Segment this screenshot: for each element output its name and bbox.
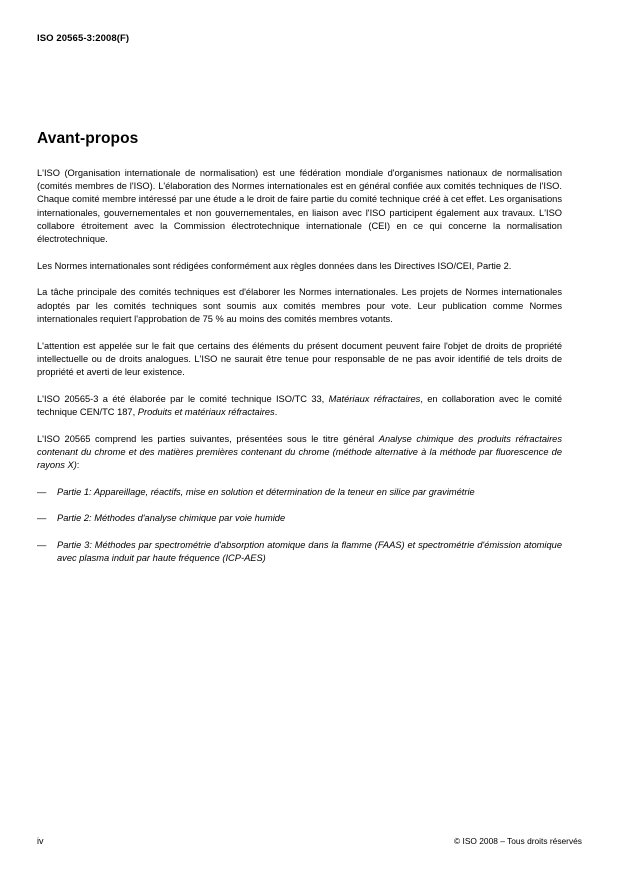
list-item-label: Partie 1: Appareillage, réactifs, mise en solution et détermination de la teneur en silice par gravimétrie xyxy=(57,486,475,497)
em-dash-marker-icon: — xyxy=(37,513,47,524)
list-item-label: Partie 2: Méthodes d'analyse chimique par voie humide xyxy=(57,513,286,524)
paragraph-preparation-committee xyxy=(37,393,562,419)
page-footer xyxy=(37,836,582,846)
paragraph-directives: Les Normes internationales sont rédigées conformément aux règles données dans les Directives ISO/CEI, Partie 2. xyxy=(37,260,512,271)
committee-title-cen: Produits et matériaux réfractaires xyxy=(137,406,275,417)
section-title: Avant-propos xyxy=(37,130,139,147)
paragraph-iso-description: L'ISO (Organisation internationale de normalisation) est une fédération mondiale d'organismes nationaux de normalisation (comités membres de l'ISO). L'élaboration des Normes internationales est en général confiée aux comités techniques de l'ISO. Chaque comité membre intéressé par une étude a le droit de faire partie du comité technique créé à cet effet. Les organisations internationales, gouvernementales et non gouvernementales, en liaison avec l'ISO participent également aux travaux. L'ISO collabore étroitement avec la Commission électrotechnique internationale (CEI) en ce qui concerne la normalisation électrotechnique. xyxy=(37,168,562,245)
committee-title-iso: Matériaux réfractaires xyxy=(328,393,421,404)
preparation-text-before: L'ISO 20565-3 a été élaborée par le comité technique ISO/TC 33, xyxy=(37,393,329,404)
paragraph-patent-rights: L'attention est appelée sur le fait que certains des éléments du présent document peuvent faire l'objet de droits de propriété intellectuelle ou de droits analogues. L'ISO ne saurait être tenue pour responsable de ne pas avoir identifié de tels droits de propriété et averti de leur existence. xyxy=(37,340,562,377)
paragraph-parts-intro xyxy=(37,433,562,473)
list-item xyxy=(37,539,562,565)
parts-intro-text: L'ISO 20565 comprend les parties suivantes, présentées sous le titre général xyxy=(37,433,379,444)
running-header: ISO 20565-3:2008(F) xyxy=(37,33,130,44)
preparation-text-after: . xyxy=(274,406,278,417)
parts-list xyxy=(37,486,562,566)
page-content xyxy=(37,130,562,579)
parts-intro-colon: : xyxy=(76,459,80,470)
general-title: Analyse chimique des produits réfractaires contenant du chrome et des matières premières contenant du chrome (méthode alternative à la méthode par fluorescence de rayons X) xyxy=(37,433,562,470)
em-dash-marker-icon: — xyxy=(37,540,47,551)
preparation-text-middle: , en collaboration avec le comité technique CEN/TC 187, xyxy=(37,393,563,417)
page-number: iv xyxy=(37,836,44,846)
copyright-notice: © ISO 2008 – Tous droits réservés xyxy=(454,836,582,846)
em-dash-marker-icon: — xyxy=(37,486,47,497)
list-item xyxy=(37,512,562,525)
list-item-label: Partie 3: Méthodes par spectrométrie d'absorption atomique dans la flamme (FAAS) et spectrométrie d'émission atomique avec plasma induit par haute fréquence (ICP-AES) xyxy=(57,540,562,564)
paragraph-technical-committees: La tâche principale des comités techniques est d'élaborer les Normes internationales. Les projets de Normes internationales adoptés par les comités techniques sont soumis aux comités membres pour vote. Leur publication comme Normes internationales requiert l'approbation de 75 % au moins des comités membres votants. xyxy=(37,287,562,324)
list-item xyxy=(37,486,562,499)
